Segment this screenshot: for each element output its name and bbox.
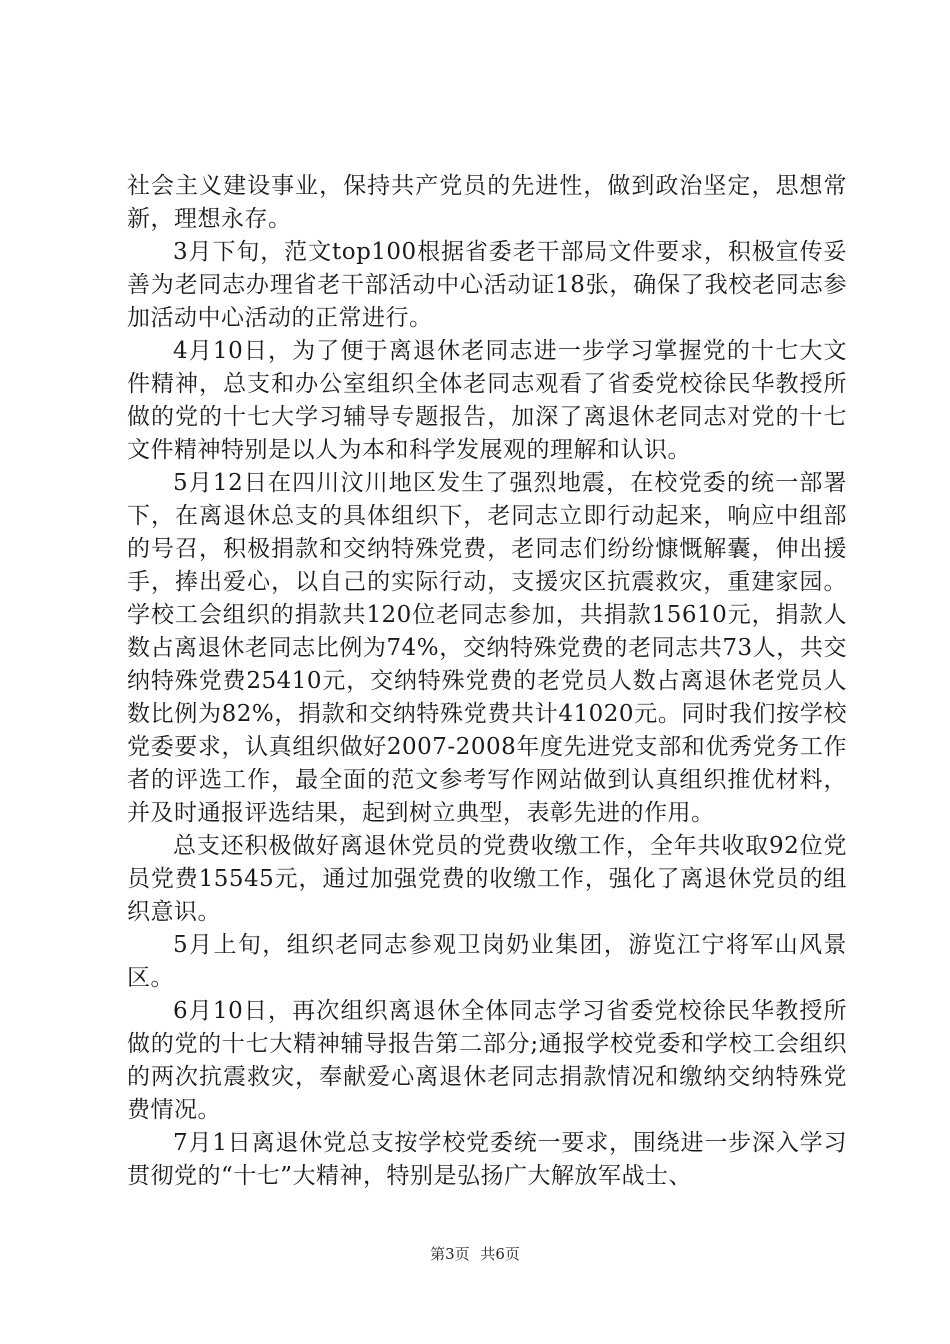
paragraph: 5月上旬，组织老同志参观卫岗奶业集团，游览江宁将军山风景区。 <box>127 932 847 991</box>
page-number: 第3页 <box>430 1245 470 1263</box>
paragraph: 4月10日，为了便于离退休老同志进一步学习掌握党的十七大文件精神，总支和办公室组织全体老同志观看了省委党校徐民华教授所做的党的十七大学习辅导专题报告，加深了离退休老同志对党的十七文件精神特别是以人为本和科学发展观的理解和认识。 <box>127 338 847 463</box>
paragraph: 3月下旬，范文top100根据省委老干部局文件要求，积极宣传妥善为老同志办理省老干部活动中心活动证18张，确保了我校老同志参加活动中心活动的正常进行。 <box>127 239 847 331</box>
paragraph: 7月1日离退休党总支按学校党委统一要求，围绕进一步深入学习贯彻党的“十七”大精神，特别是弘扬广大解放军战士、 <box>127 1130 847 1189</box>
paragraph: 总支还积极做好离退休党员的党费收缴工作，全年共收取92位党员党费15545元，通过加强党费的收缴工作，强化了离退休党员的组织意识。 <box>127 833 847 925</box>
page-footer <box>0 1243 950 1264</box>
document-body <box>127 170 847 1193</box>
paragraph: 6月10日，再次组织离退休全体同志学习省委党校徐民华教授所做的党的十七大精神辅导报告第二部分;通报学校党委和学校工会组织的两次抗震救灾，奉献爱心离退休老同志捐款情况和缴纳交纳特殊党费情况。 <box>127 998 847 1123</box>
page-total: 共6页 <box>480 1245 520 1263</box>
paragraph: 5月12日在四川汶川地区发生了强烈地震，在校党委的统一部署下，在离退休总支的具体组织下，老同志立即行动起来，响应中组部的号召，积极捐款和交纳特殊党费，老同志们纷纷慷慨解囊，伸出援手，捧出爱心，以自己的实际行动，支援灾区抗震救灾，重建家园。学校工会组织的捐款共120位老同志参加，共捐款15610元，捐款人数占离退休老同志比例为74%，交纳特殊党费的老同志共73人，共交纳特殊党费25410元，交纳特殊党费的老党员人数占离退休老党员人数比例为82%，捐款和交纳特殊党费共计41020元。同时我们按学校党委要求，认真组织做好2007-2008年度先进党支部和优秀党务工作者的评选工作，最全面的范文参考写作网站做到认真组织推优材料，并及时通报评选结果，起到树立典型，表彰先进的作用。 <box>127 470 847 826</box>
paragraph: 社会主义建设事业，保持共产党员的先进性，做到政治坚定，思想常新，理想永存。 <box>127 173 847 232</box>
